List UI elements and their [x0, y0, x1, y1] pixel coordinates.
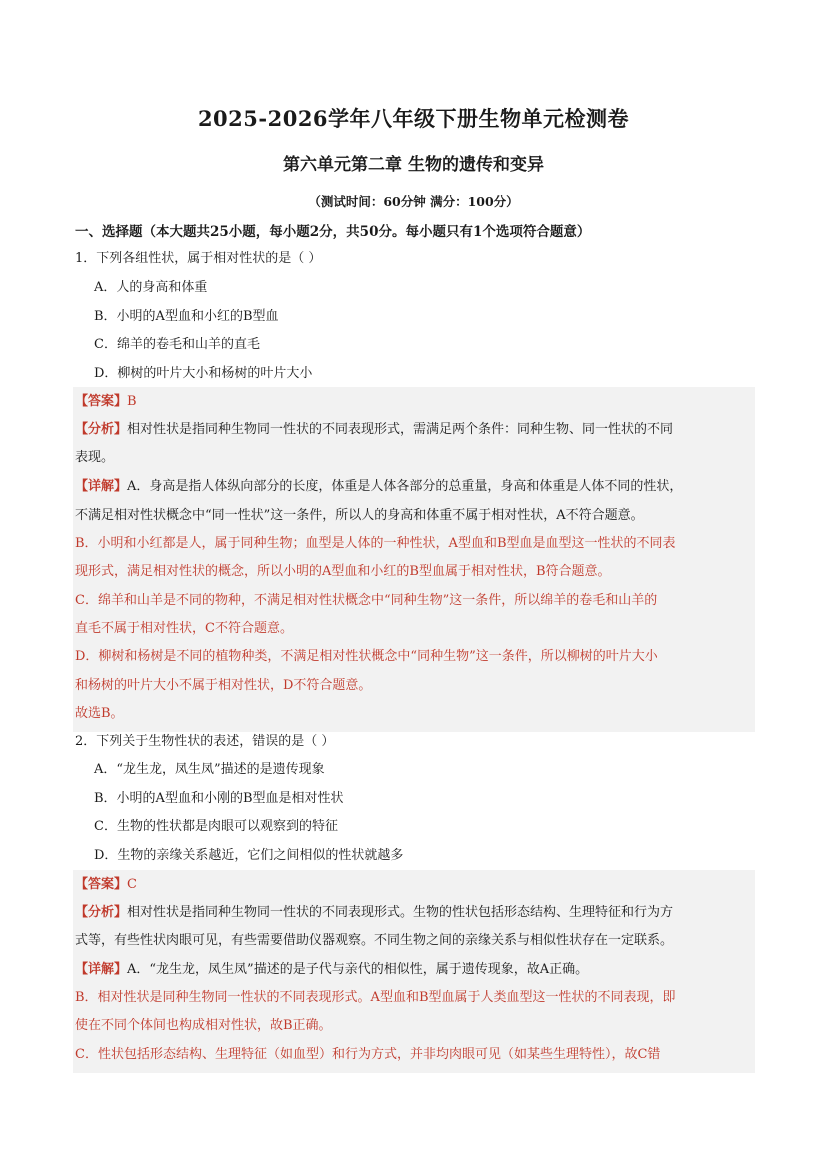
question-1-option-a: A．人的身高和体重	[94, 280, 208, 295]
question-1-stem: 1．下列各组性状，属于相对性状的是（ ）	[75, 251, 322, 266]
question-1-detail-d-cont: 和杨树的叶片大小不属于相对性状，D不符合题意。	[75, 678, 372, 693]
analysis-text: 相对性状是指同种生物同一性状的不同表现形式，需满足两个条件：同种生物、同一性状的不同	[127, 422, 674, 437]
question-1-detail-d: D．柳树和杨树是不同的植物种类，不满足相对性状概念中“同种生物”这一条件，所以柳树的叶片大小	[75, 649, 658, 664]
question-2-analysis	[75, 904, 673, 922]
question-2-detail-b: B．相对性状是同种生物同一性状的不同表现形式。A型血和B型血属于人类血型这一性状的不同表现，即	[75, 990, 676, 1005]
answer-value: C	[127, 877, 137, 892]
analysis-text: 相对性状是指同种生物同一性状的不同表现形式。生物的性状包括形态结构、生理特征和行为方	[127, 905, 674, 920]
question-1-option-b: B．小明的A型血和小红的B型血	[94, 309, 279, 324]
question-1-answer	[75, 393, 137, 411]
question-2-option-b: B．小明的A型血和小刚的B型血是相对性状	[94, 791, 344, 806]
question-2-detail-a	[75, 961, 588, 979]
page-subtitle: 第六单元第二章 生物的遗传和变异	[283, 155, 544, 175]
page-title: 2025-2026学年八年级下册生物单元检测卷	[197, 106, 630, 131]
detail-tag: 【详解】	[75, 962, 128, 977]
question-1-detail-b: B．小明和小红都是人，属于同种生物；血型是人体的一种性状，A型血和B型血是血型这一性状的不同表	[75, 536, 676, 551]
question-1-analysis-cont: 表现。	[75, 450, 115, 465]
question-1-option-c: C．绵羊的卷毛和山羊的直毛	[94, 337, 260, 352]
question-2-detail-c: C．性状包括形态结构、生理特征（如血型）和行为方式，并非均肉眼可见（如某些生理特性），故C错	[75, 1047, 661, 1062]
question-1-detail-c-cont: 直毛不属于相对性状，C不符合题意。	[75, 621, 293, 636]
question-2-option-d: D．生物的亲缘关系越近，它们之间相似的性状就越多	[94, 848, 404, 863]
answer-value: B	[127, 394, 137, 409]
detail-text: A．身高是指人体纵向部分的长度，体重是人体各部分的总重量，身高和体重是人体不同的性状，	[127, 479, 683, 494]
question-1-option-d: D．柳树的叶片大小和杨树的叶片大小	[94, 366, 313, 381]
question-2-option-a: A．“龙生龙，凤生凤”描述的是遗传现象	[94, 762, 325, 777]
analysis-tag: 【分析】	[75, 905, 128, 920]
question-1-detail-c: C．绵羊和山羊是不同的物种，不满足相对性状概念中“同种生物”这一条件，所以绵羊的卷毛和山羊的	[75, 593, 658, 608]
question-2-analysis-cont: 式等，有些性状肉眼可见，有些需要借助仪器观察。不同生物之间的亲缘关系与相似性状存在一定联系。	[75, 933, 674, 948]
question-2-answer	[75, 876, 137, 894]
answer-tag: 【答案】	[75, 877, 128, 892]
answer-tag: 【答案】	[75, 394, 128, 409]
question-1-detail-b-cont: 现形式，满足相对性状的概念，所以小明的A型血和小红的B型血属于相对性状，B符合题意。	[75, 564, 611, 579]
question-2-detail-b-cont: 使在不同个体间也构成相对性状，故B正确。	[75, 1018, 332, 1033]
question-1-detail-a-cont: 不满足相对性状概念中“同一性状”这一条件，所以人的身高和体重不属于相对性状，A不符合题意。	[75, 508, 644, 523]
detail-tag: 【详解】	[75, 479, 128, 494]
question-1-detail-a	[75, 478, 682, 496]
question-1-analysis	[75, 421, 673, 439]
question-2-stem: 2．下列关于生物性状的表述，错误的是（ ）	[75, 734, 335, 749]
question-1-conclusion: 故选B。	[75, 706, 124, 721]
analysis-tag: 【分析】	[75, 422, 128, 437]
test-meta: （测试时间：60分钟 满分：100分）	[308, 194, 519, 209]
section-heading: 一、选择题（本大题共25小题，每小题2分，共50分。每小题只有1个选项符合题意）	[75, 224, 591, 240]
detail-text: A．“龙生龙，凤生凤”描述的是子代与亲代的相似性，属于遗传现象，故A正确。	[127, 962, 589, 977]
question-2-option-c: C．生物的性状都是肉眼可以观察到的特征	[94, 819, 338, 834]
